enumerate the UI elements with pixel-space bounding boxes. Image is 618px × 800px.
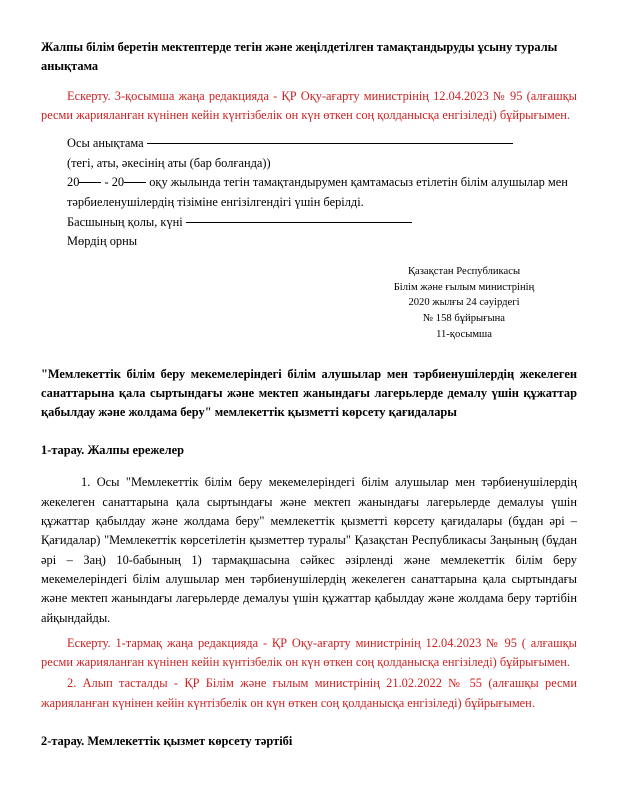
year-prefix-label: 20 [67, 175, 80, 190]
form-line-name-hint [67, 154, 577, 174]
name-hint-label: (тегі, аты, әкесінің аты (бар болғанда)) [67, 155, 271, 170]
form-line-seal [67, 232, 577, 252]
certificate-label: Осы анықтама [67, 136, 144, 151]
year-separator-label: - 20 [104, 175, 125, 190]
year-start-blank[interactable] [79, 182, 101, 183]
year-end-blank[interactable] [124, 182, 146, 183]
seal-label: Мөрдің орны [67, 234, 138, 249]
amendment-note-top: Ескерту. 3-қосымша жаңа редакцияда - ҚР Оқу-ағарту министрінің 12.04.2023 № 95 (алғашқы ресми жарияланған күнінен кейін күнтізбелік он күн өткен соң қолданысқа енгізіледі) бұйрығымен. [41, 88, 577, 122]
form-line-academic-year [67, 173, 577, 212]
chapter-heading-2: 2-тарау. Мемлекеттік қызмет көрсету тәртібі [41, 733, 293, 748]
ministry-ref-line-5: 11-қосымша [436, 329, 492, 341]
chapter-heading-1: 1-тарау. Жалпы ережелер [41, 442, 185, 457]
signature-blank[interactable] [186, 222, 412, 223]
ministry-ref-line-3: 2020 жылғы 24 сәуірдегі [408, 297, 520, 309]
paragraph-1: 1. Осы "Мемлекеттік білім беру мекемелеріндегі білім алушылар мен тәрбиенушілердің жекелеген санаттарына қала сыртындағы және мектеп жанындағы лагерьлерде демалуы үшін құжаттар қабылдау және жолдама беру" мемлекеттік қызметті көрсету қағидалары (бұдан әрі – Қағидалар) "Мемлекеттік көрсетілетін қызметтер туралы" Қазақстан Республикасы Заңының (бұдан әрі – Заң) 10-бабының 1) тармақшасына сәйкес әзірленді және мемлекеттік білім беру мекемелеріндегі білім алушылар мен тәрбиенушілердің жекелеген санаттарына қала сыртындағы және мектеп жанындағы лагерьлерде демалуы үшін құжаттар қабылдау және жолдама беру тәртібін айқындайды. [41, 475, 577, 625]
page-title: Жалпы білім беретін мектептерде тегін және жеңілдетілген тамақтандыруды ұсыну туралы анықтама [41, 40, 558, 73]
form-line-signature [67, 213, 577, 233]
ministry-reference-block [41, 264, 577, 343]
ministry-ref-line-4: № 158 бұйрығына [423, 313, 505, 325]
ministry-ref-line-1: Қазақстан Республикасы [407, 265, 521, 277]
form-line-certificate [67, 134, 577, 154]
signature-label: Басшының қолы, күні [67, 214, 183, 229]
certificate-name-blank[interactable] [147, 143, 513, 144]
amendment-note-paragraph-1: Ескерту. 1-тармақ жаңа редакцияда - ҚР Оқу-ағарту министрінің 12.04.2023 № 95 ( алғашқы ресми жарияланған күнінен кейін күнтізбелік он күн өткен соң қолданысқа енгізіледі) бұйрығымен. [41, 636, 577, 670]
rules-title: "Мемлекеттік білім беру мекемелеріндегі білім алушылар мен тәрбиенушілердің жекелеген санаттарына қала сыртындағы және мектеп жанындағы лагерьлерде демалу үшін құжаттар қабылдау және жолдама беру" мемлекеттік қызметті көрсету қағидалары [41, 367, 577, 419]
academic-year-text: оқу жылында тегін тамақтандырумен қамтамасыз етілетін білім алушылар мен тәрбиеленушілердің тізіміне енгізілгендігі үшін берілді. [67, 175, 568, 209]
ministry-ref-line-2: Білім және ғылым министрінің [393, 281, 535, 293]
amendment-note-paragraph-2: 2. Алып тасталды - ҚР Білім және ғылым министрінің 21.02.2022 № 55 (алғашқы ресми жарияланған күнінен кейін күнтізбелік он күн өткен соң қолданысқа енгізіледі) бұйрығымен. [41, 676, 577, 710]
certificate-form-block [41, 134, 577, 252]
